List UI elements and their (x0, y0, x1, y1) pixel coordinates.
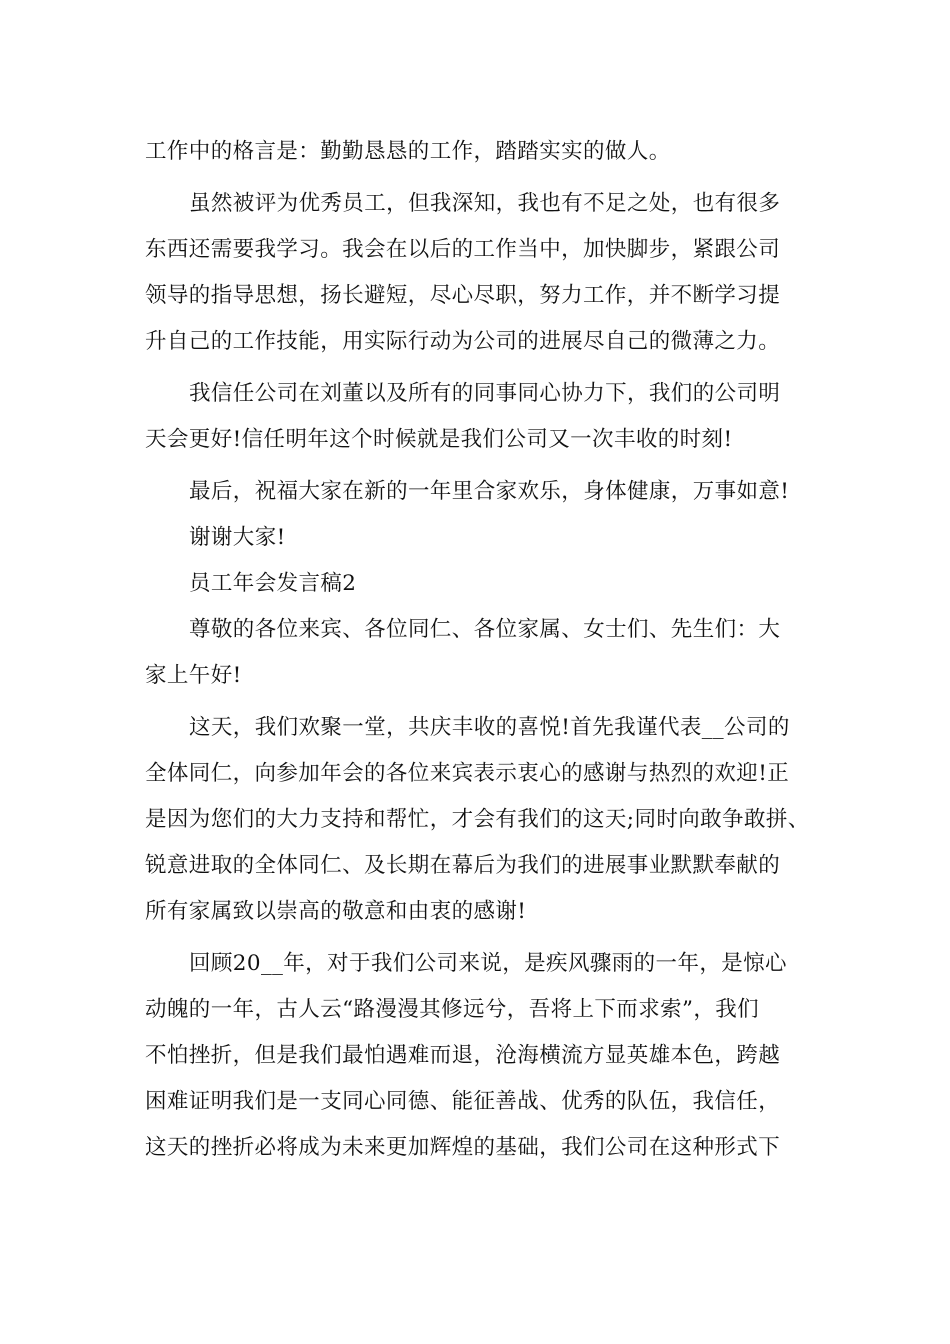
section-heading (145, 561, 810, 607)
text-line: 虽然被评为优秀员工，但我深知，我也有不足之处，也有很多 (189, 191, 781, 216)
text-line: 回顾20__年，对于我们公司来说，是疾风骤雨的一年，是惊心 (189, 951, 787, 976)
text-line: 锐意进取的全体同仁、及长期在幕后为我们的进展事业默默奉献的 (145, 853, 781, 878)
text-line: 家上午好! (145, 663, 242, 688)
document-body (145, 129, 810, 1171)
text-line: 所有家属致以崇高的敬意和由衷的感谢! (145, 899, 527, 924)
text-line: 领导的指导思想，扬长避短，尽心尽职，努力工作，并不断学习提 (145, 283, 781, 308)
text-line: 尊敬的各位来宾、各位同仁、各位家属、女士们、先生们：大 (189, 617, 781, 642)
text-line: 我信任公司在刘董以及所有的同事同心协力下，我们的公司明 (189, 381, 781, 406)
paragraph-review (145, 941, 810, 1171)
paragraph-confidence (145, 371, 810, 463)
text-line: 全体同仁，向参加年会的各位来宾表示衷心的感谢与热烈的欢迎!正 (145, 761, 790, 786)
text-line: 谢谢大家! (189, 525, 286, 550)
heading-line: 员工年会发言稿2 (189, 571, 357, 596)
text-line: 是因为您们的大力支持和帮忙，才会有我们的这天;同时向敢争敢拼、 (145, 807, 810, 832)
text-line: 工作中的格言是：勤勤恳恳的工作，踏踏实实的做人。 (145, 139, 671, 164)
paragraph-blessing (145, 469, 810, 515)
paragraph-gratitude (145, 705, 810, 935)
text-line: 不怕挫折，但是我们最怕遇难而退，沧海横流方显英雄本色，跨越 (145, 1043, 781, 1068)
text-line: 天会更好!信任明年这个时候就是我们公司又一次丰收的时刻! (145, 427, 733, 452)
paragraph-self-reflection (145, 181, 810, 365)
text-line: 这天，我们欢聚一堂，共庆丰收的喜悦!首先我谨代表__公司的 (189, 715, 790, 740)
text-line: 这天的挫折必将成为未来更加辉煌的基础，我们公司在这种形式下 (145, 1135, 781, 1160)
paragraph-motto (145, 129, 810, 175)
text-line: 动魄的一年，古人云“路漫漫其修远兮，吾将上下而求索”，我们 (145, 997, 760, 1022)
text-line: 东西还需要我学习。我会在以后的工作当中，加快脚步，紧跟公司 (145, 237, 781, 262)
text-line: 升自己的工作技能，用实际行动为公司的进展尽自己的微薄之力。 (145, 329, 781, 354)
paragraph-greeting (145, 607, 810, 699)
text-line: 困难证明我们是一支同心同德、能征善战、优秀的队伍，我信任， (145, 1089, 781, 1114)
paragraph-thanks (145, 515, 810, 561)
text-line: 最后，祝福大家在新的一年里合家欢乐，身体健康，万事如意! (189, 479, 790, 504)
